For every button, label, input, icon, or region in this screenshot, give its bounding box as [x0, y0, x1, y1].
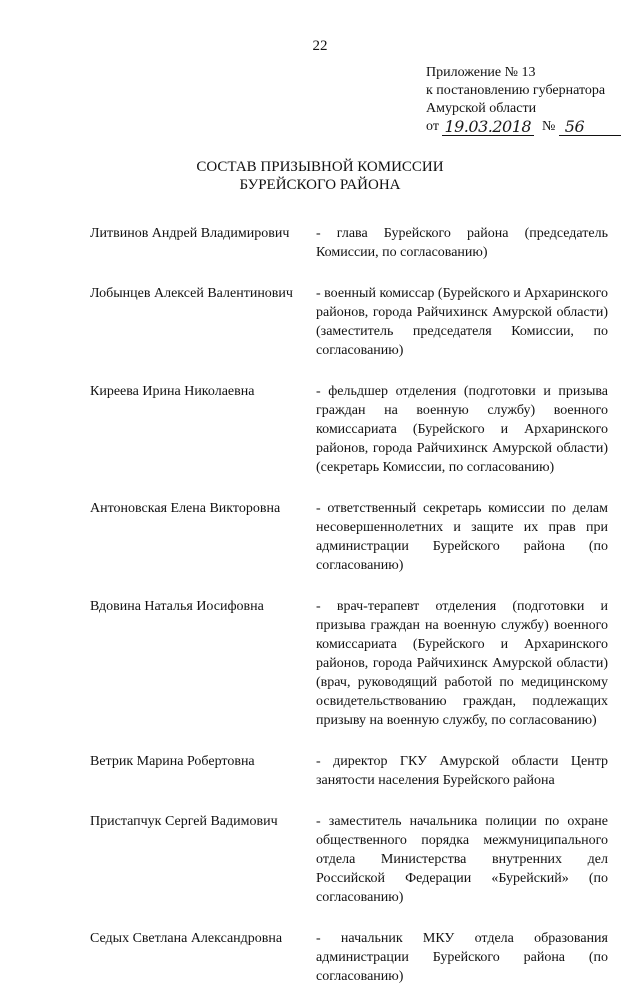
member-role: - военный комиссар (Бурейского и Архаринского районов, города Райчихинск Амурской области) (заместитель председателя Комиссии, по согласованию) [316, 286, 609, 358]
commission-members-list [90, 224, 610, 986]
member-role: - директор ГКУ Амурской области Центр занятости населения Бурейского района [316, 754, 608, 788]
member-role: - ответственный секретарь комиссии по делам несовершеннолетних и защите их прав при администрации Бурейского района (по согласованию) [316, 501, 608, 573]
member-name: Ветрик Марина Робертовна [90, 754, 255, 769]
appendix-reference: к постановлению губернатора [426, 83, 606, 98]
list-item [90, 929, 610, 986]
member-name: Антоновская Елена Викторовна [90, 501, 281, 516]
list-item [90, 597, 610, 730]
member-name: Киреева Ирина Николаевна [90, 384, 255, 399]
date-field [442, 119, 534, 136]
number-field [559, 119, 621, 136]
title-line-2: БУРЕЙСКОГО РАЙОНА [239, 177, 401, 193]
list-item [90, 284, 610, 360]
appendix-header [426, 64, 631, 138]
appendix-date-number-row [426, 118, 631, 138]
list-item [90, 382, 610, 477]
appendix-region: Амурской области [426, 101, 537, 116]
member-role: - заместитель начальника полиции по охране общественного порядка межмуниципального отдела Министерства внутренних дел Российской Федерации «Бурейский» (по согласованию) [316, 814, 608, 905]
date-prefix: от [426, 119, 439, 134]
member-name: Седых Светлана Александровна [90, 931, 283, 946]
appendix-number: Приложение № 13 [426, 65, 536, 80]
list-item [90, 752, 610, 790]
page-number: 22 [312, 38, 328, 54]
handwritten-date: 19.03.2018 [444, 117, 532, 136]
member-name: Пристапчук Сергей Вадимович [90, 814, 278, 829]
document-title [0, 158, 640, 194]
member-role: - фельдшер отделения (подготовки и призыва граждан на военную службу) военного комиссариата (Бурейского и Архаринского районов, города Райчихинск Амурской области) (секретарь Комиссии, по согласованию) [316, 384, 608, 475]
member-name: Лобынцев Алексей Валентинович [90, 286, 293, 301]
member-role: - врач-терапевт отделения (подготовки и призыва граждан на военную службу) военного комиссариата (Бурейского и Архаринского районов, города Райчихинск Амурской области) (врач, руководящий работой по медицинскому освидетельствованию граждан, подлежащих призыву на военную службу, по согласованию) [316, 599, 608, 728]
list-item [90, 812, 610, 907]
member-name: Литвинов Андрей Владимирович [90, 226, 290, 241]
list-item [90, 499, 610, 575]
member-role: - начальник МКУ отдела образования администрации Бурейского района (по согласованию) [316, 931, 608, 984]
list-item [90, 224, 610, 262]
member-name: Вдовина Наталья Иосифовна [90, 599, 264, 614]
number-prefix: № [541, 119, 556, 134]
handwritten-number: 56 [564, 117, 585, 136]
title-line-1: СОСТАВ ПРИЗЫВНОЙ КОМИССИИ [196, 159, 444, 175]
member-role: - глава Бурейского района (председатель Комиссии, по согласованию) [316, 226, 608, 260]
